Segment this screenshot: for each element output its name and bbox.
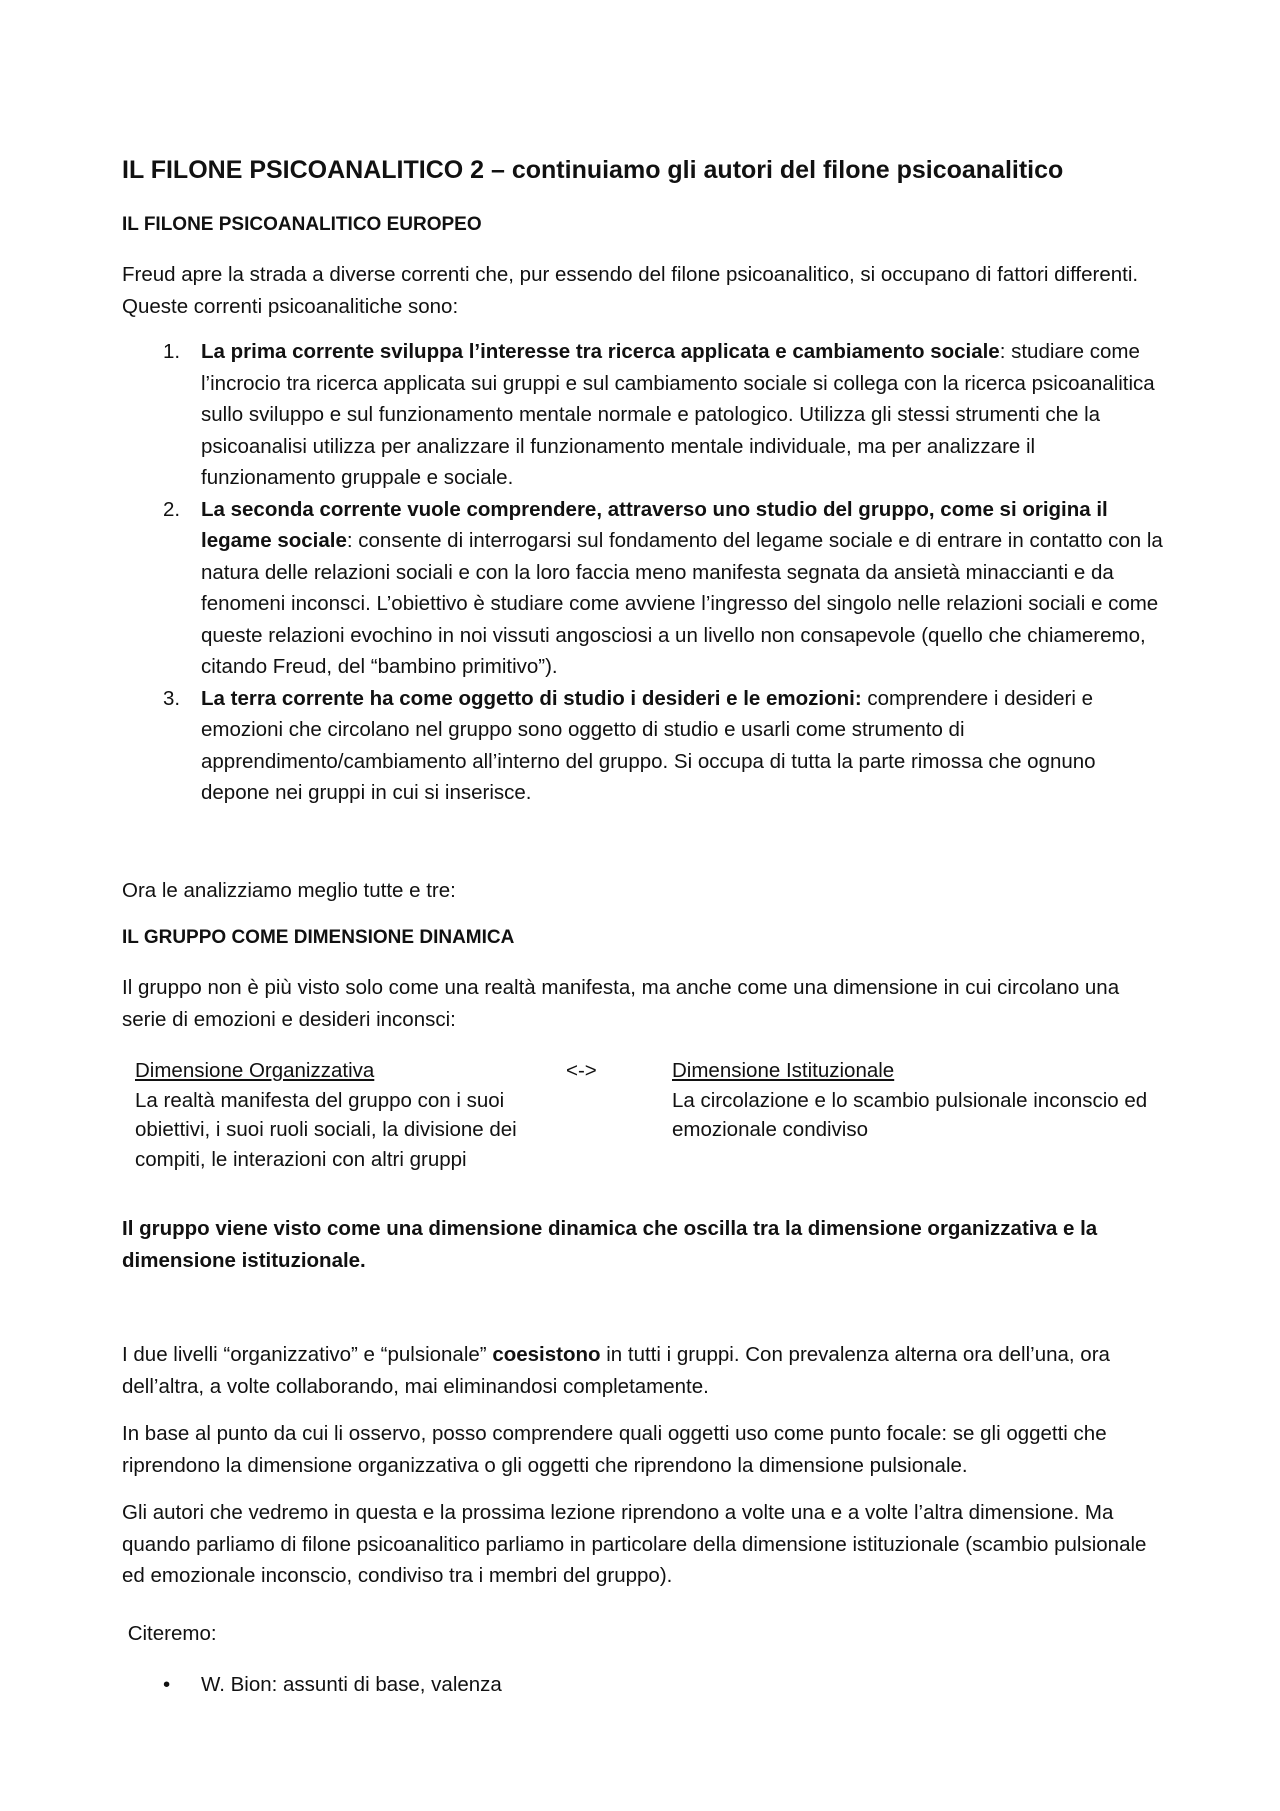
list-number: 1. [163, 340, 181, 363]
list-item-bold: La terra corrente ha come oggetto di studio i desideri e le emozioni: [201, 686, 862, 710]
transition-paragraph: Ora le analizziamo meglio tutte e tre: [122, 879, 456, 902]
list-number: 3. [163, 686, 181, 710]
citeremo-label: Citeremo: [122, 1622, 217, 1645]
currents-list [122, 336, 1167, 809]
organizational-dimension-text: La realtà manifesta del gruppo con i suoi obiettivi, i suoi ruoli sociali, la divisione dei compiti, le interazioni con altri gruppi [135, 1088, 517, 1171]
page-title: IL FILONE PSICOANALITICO 2 – continuiamo gli autori del filone psicoanalitico [122, 156, 1064, 184]
list-number: 2. [163, 497, 181, 521]
list-item-bold: La prima corrente sviluppa l’interesse tra ricerca applicata e cambiamento sociale [201, 340, 1000, 363]
list-item-bold: La seconda corrente vuole comprendere, attraverso uno studio del gruppo, come si origina il legame sociale [201, 497, 1108, 552]
institutional-dimension-title: Dimensione Istituzionale [672, 1059, 895, 1082]
coexistence-text-after: in tutti i gruppi. Con prevalenza alterna ora dell’una, ora dell’altra, a volte collaborando, mai eliminandosi completamente. [122, 1343, 1110, 1398]
list-item-text: : studiare come l’incrocio tra ricerca applicata sui gruppi e sul cambiamento sociale si collega con la ricerca psicoanalitica sullo sviluppo e sul funzionamento mentale normale e patologico. Utilizza gli stessi strumenti che la psicoanalisi utilizza per analizzare il funzionamento mentale individuale, ma per analizzare il funzionamento gruppale e sociale. [201, 340, 1155, 489]
list-item [122, 1669, 502, 1701]
focal-point-paragraph: In base al punto da cui li osservo, posso comprendere quali oggetti uso come punto focale: se gli oggetti che riprendono la dimensione organizzativa o gli oggetti che riprendono la dimensione pulsionale. [122, 1422, 1107, 1477]
list-item [122, 494, 1167, 683]
gruppo-intro-paragraph: Il gruppo non è più visto solo come una realtà manifesta, ma anche come una dimensione in cui circolano una serie di emozioni e desideri inconsci: [122, 976, 1120, 1031]
section-heading-filone-europeo: IL FILONE PSICOANALITICO EUROPEO [122, 214, 482, 235]
list-item-text: : consente di interrogarsi sul fondamento del legame sociale e di entrare in contatto con la natura delle relazioni sociali e con la loro faccia meno manifesta segnata da ansietà minaccianti e da fenomeni inconsci. L’obiettivo è studiare come avviene l’ingresso del singolo nelle relazioni sociali e come queste relazioni evochino in noi vissuti angosciosi a un livello non consapevole (quello che chiameremo, citando Freud, del “bambino primitivo”). [201, 529, 1163, 678]
list-item-text: W. Bion: assunti di base, valenza [201, 1673, 502, 1696]
bidirectional-arrow: <-> [566, 1059, 597, 1082]
list-item-text: comprendere i desideri e emozioni che circolano nel gruppo sono oggetto di studio e usarli come strumento di apprendimento/cambiamento all’interno del gruppo. Si occupa di tutta la parte rimossa che ognuno depone nei gruppi in cui si inserisce. [201, 686, 1096, 804]
authors-list [122, 1669, 502, 1701]
organizational-dimension-title: Dimensione Organizzativa [135, 1059, 375, 1082]
list-item [122, 336, 1167, 494]
organizational-dimension [135, 1056, 545, 1174]
intro-paragraph: Freud apre la strada a diverse correnti che, pur essendo del filone psicoanalitico, si occupano di fattori differenti. Queste correnti psicoanalitiche sono: [122, 263, 1139, 318]
bullet-icon: • [163, 1673, 171, 1696]
list-item [122, 683, 1167, 809]
coexistence-text-before: I due livelli “organizzativo” e “pulsionale” [122, 1343, 493, 1366]
institutional-dimension-text: La circolazione e lo scambio pulsionale inconscio ed emozionale condiviso [672, 1088, 1148, 1141]
bold-statement: Il gruppo viene visto come una dimensione dinamica che oscilla tra la dimensione organizzativa e la dimensione istituzionale. [122, 1217, 1098, 1272]
institutional-dimension [672, 1056, 1167, 1145]
coexistence-bold: coesistono [492, 1343, 601, 1366]
authors-paragraph: Gli autori che vedremo in questa e la prossima lezione riprendono a volte una e a volte l’altra dimensione. Ma quando parliamo di filone psicoanalitico parliamo in particolare della dimensione istituzionale (scambio pulsionale ed emozionale inconscio, condiviso tra i membri del gruppo). [122, 1501, 1147, 1587]
coexistence-paragraph [122, 1339, 1167, 1402]
section-heading-gruppo-dinamico: IL GRUPPO COME DIMENSIONE DINAMICA [122, 927, 515, 948]
